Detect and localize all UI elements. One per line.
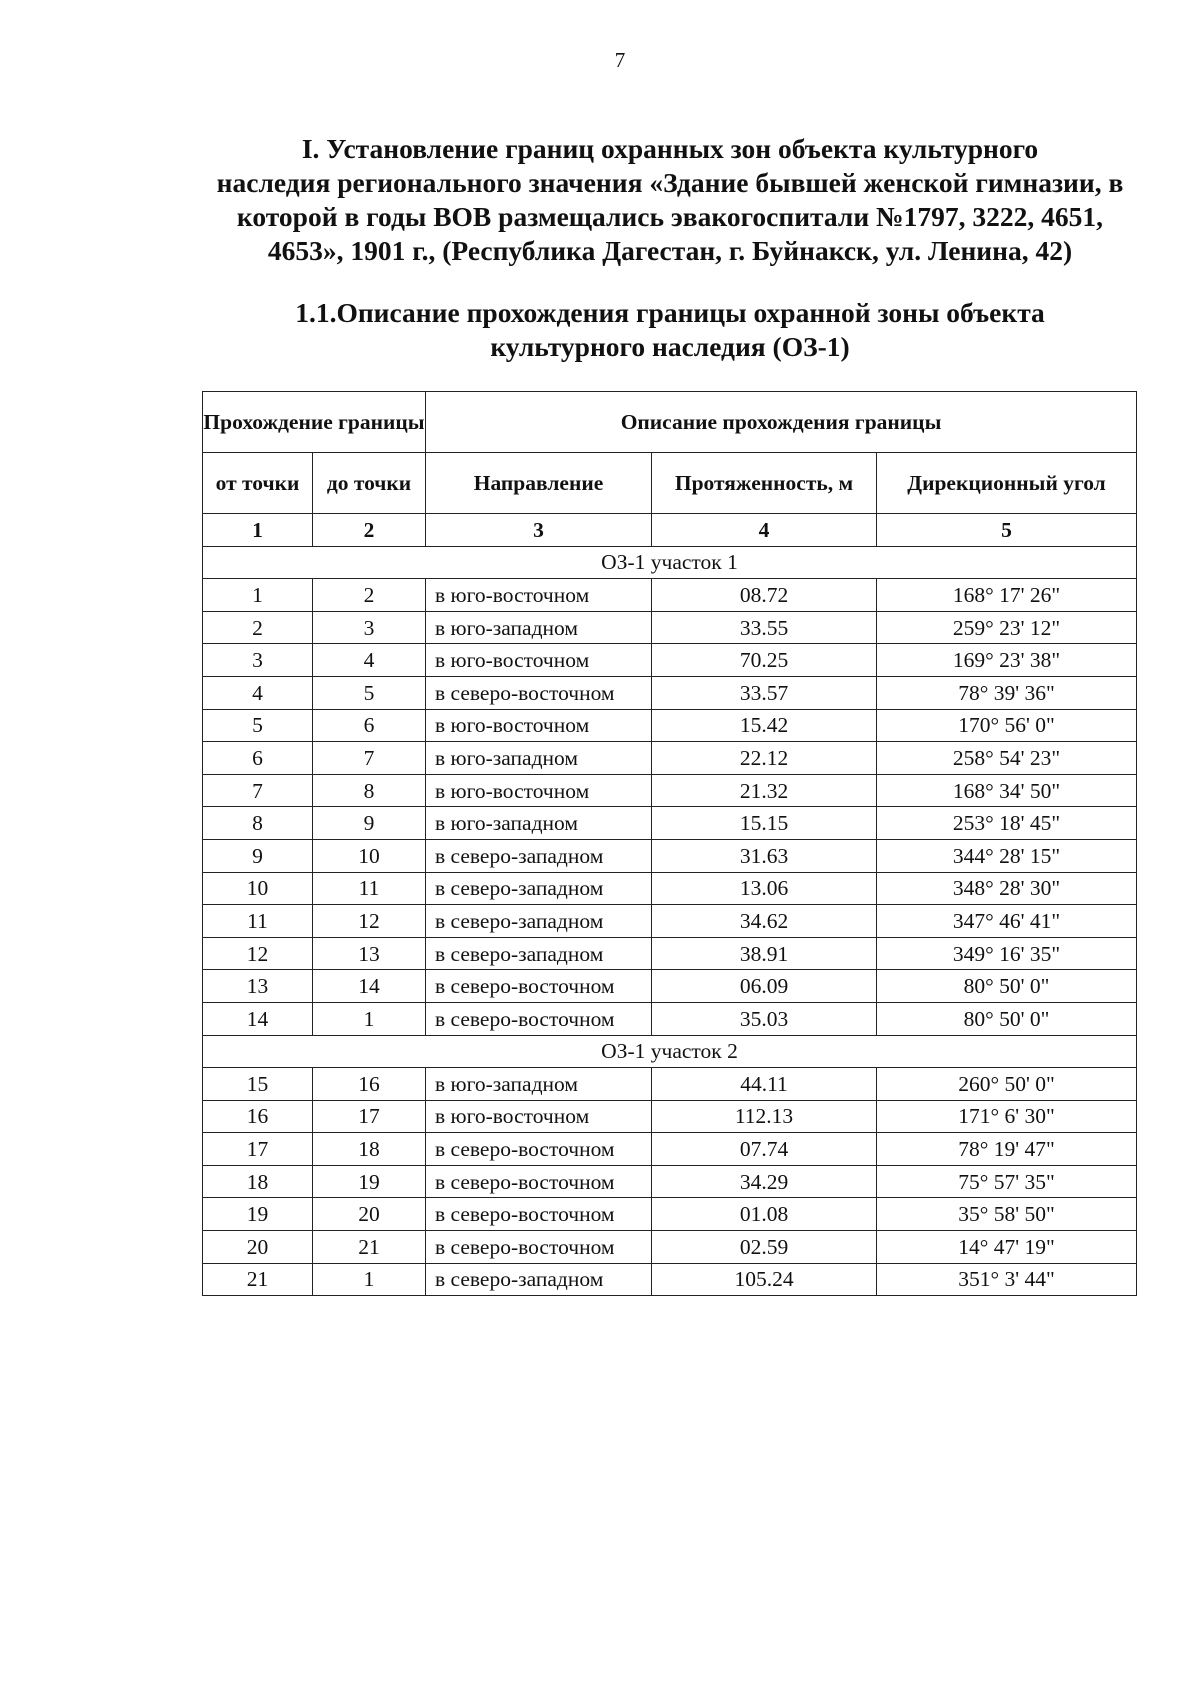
- table-row: [203, 839, 1137, 872]
- cell-length: 21.32: [652, 774, 877, 807]
- cell-direction: в северо-западном: [426, 1263, 652, 1296]
- table-row: [203, 1165, 1137, 1198]
- cell-direction: в северо-западном: [426, 937, 652, 970]
- header-description: Описание прохождения границы: [426, 392, 1137, 453]
- cell-direction: в юго-западном: [426, 807, 652, 840]
- cell-direction: в северо-западном: [426, 872, 652, 905]
- cell-length: 15.42: [652, 709, 877, 742]
- table-row: [203, 905, 1137, 938]
- cell-length: 06.09: [652, 970, 877, 1003]
- cell-direction: в северо-восточном: [426, 1165, 652, 1198]
- cell-to: 13: [313, 937, 426, 970]
- cell-angle: 259° 23' 12": [877, 611, 1137, 644]
- document-title: [200, 132, 1140, 268]
- column-number: 3: [426, 514, 652, 547]
- table-row: [203, 937, 1137, 970]
- cell-angle: 78° 39' 36": [877, 676, 1137, 709]
- table-row: [203, 611, 1137, 644]
- table-row: [203, 1068, 1137, 1101]
- cell-angle: 168° 34' 50": [877, 774, 1137, 807]
- cell-length: 112.13: [652, 1100, 877, 1133]
- title-line: 4653», 1901 г., (Республика Дагестан, г. Буйнакск, ул. Ленина, 42): [267, 235, 1073, 266]
- cell-direction: в северо-восточном: [426, 1002, 652, 1035]
- cell-length: 44.11: [652, 1068, 877, 1101]
- cell-direction: в юго-западном: [426, 611, 652, 644]
- section-label: ОЗ-1 участок 1: [203, 546, 1137, 579]
- cell-angle: 351° 3' 44": [877, 1263, 1137, 1296]
- cell-direction: в юго-западном: [426, 1068, 652, 1101]
- cell-to: 5: [313, 676, 426, 709]
- table-row: [203, 676, 1137, 709]
- cell-from: 15: [203, 1068, 313, 1101]
- cell-to: 3: [313, 611, 426, 644]
- cell-direction: в северо-восточном: [426, 1133, 652, 1166]
- cell-from: 16: [203, 1100, 313, 1133]
- table-row: [203, 807, 1137, 840]
- cell-length: 34.62: [652, 905, 877, 938]
- cell-from: 17: [203, 1133, 313, 1166]
- header-passage: Прохождение границы: [203, 392, 426, 453]
- cell-from: 8: [203, 807, 313, 840]
- cell-to: 6: [313, 709, 426, 742]
- cell-to: 10: [313, 839, 426, 872]
- table-row: [203, 709, 1137, 742]
- subtitle-line: культурного наследия (ОЗ-1): [490, 331, 850, 362]
- cell-angle: 80° 50' 0": [877, 1002, 1137, 1035]
- cell-length: 33.55: [652, 611, 877, 644]
- cell-length: 31.63: [652, 839, 877, 872]
- title-line: I. Установление границ охранных зон объекта культурного: [301, 133, 1039, 164]
- cell-angle: 347° 46' 41": [877, 905, 1137, 938]
- cell-angle: 169° 23' 38": [877, 644, 1137, 677]
- section-row: [203, 546, 1137, 579]
- cell-from: 10: [203, 872, 313, 905]
- column-number: 5: [877, 514, 1137, 547]
- table-row: [203, 1198, 1137, 1231]
- section-row: [203, 1035, 1137, 1068]
- cell-from: 21: [203, 1263, 313, 1296]
- cell-to: 11: [313, 872, 426, 905]
- cell-from: 12: [203, 937, 313, 970]
- table-row: [203, 970, 1137, 1003]
- cell-direction: в юго-восточном: [426, 774, 652, 807]
- cell-from: 13: [203, 970, 313, 1003]
- cell-to: 8: [313, 774, 426, 807]
- cell-angle: 260° 50' 0": [877, 1068, 1137, 1101]
- cell-to: 4: [313, 644, 426, 677]
- cell-length: 08.72: [652, 579, 877, 612]
- cell-angle: 168° 17' 26": [877, 579, 1137, 612]
- cell-length: 22.12: [652, 742, 877, 775]
- cell-to: 19: [313, 1165, 426, 1198]
- header-length: Протяженность, м: [652, 453, 877, 514]
- table-row: [203, 1231, 1137, 1264]
- cell-direction: в северо-восточном: [426, 970, 652, 1003]
- cell-from: 3: [203, 644, 313, 677]
- cell-length: 105.24: [652, 1263, 877, 1296]
- cell-length: 01.08: [652, 1198, 877, 1231]
- subtitle-line: 1.1.Описание прохождения границы охранной зоны объекта: [295, 297, 1045, 328]
- cell-from: 6: [203, 742, 313, 775]
- header-direction: Направление: [426, 453, 652, 514]
- cell-to: 7: [313, 742, 426, 775]
- cell-length: 13.06: [652, 872, 877, 905]
- table-row: [203, 774, 1137, 807]
- header-from: от точки: [203, 453, 313, 514]
- cell-length: 15.15: [652, 807, 877, 840]
- table-row: [203, 1002, 1137, 1035]
- header-to: до точки: [313, 453, 426, 514]
- cell-length: 33.57: [652, 676, 877, 709]
- cell-to: 1: [313, 1002, 426, 1035]
- cell-angle: 14° 47' 19": [877, 1231, 1137, 1264]
- cell-angle: 78° 19' 47": [877, 1133, 1137, 1166]
- cell-direction: в северо-восточном: [426, 1231, 652, 1264]
- table-row: [203, 742, 1137, 775]
- cell-angle: 258° 54' 23": [877, 742, 1137, 775]
- cell-to: 12: [313, 905, 426, 938]
- cell-angle: 171° 6' 30": [877, 1100, 1137, 1133]
- cell-from: 14: [203, 1002, 313, 1035]
- cell-from: 4: [203, 676, 313, 709]
- column-number: 1: [203, 514, 313, 547]
- title-line: которой в годы ВОВ размещались эвакогоспитали №1797, 3222, 4651,: [236, 201, 1104, 232]
- cell-direction: в юго-восточном: [426, 644, 652, 677]
- table-row: [203, 579, 1137, 612]
- boundary-table: [202, 391, 1137, 1296]
- cell-to: 9: [313, 807, 426, 840]
- cell-direction: в северо-восточном: [426, 1198, 652, 1231]
- cell-to: 16: [313, 1068, 426, 1101]
- cell-length: 38.91: [652, 937, 877, 970]
- table-row: [203, 644, 1137, 677]
- cell-from: 19: [203, 1198, 313, 1231]
- cell-from: 18: [203, 1165, 313, 1198]
- table-row: [203, 1133, 1137, 1166]
- cell-direction: в юго-восточном: [426, 579, 652, 612]
- table-body: [203, 546, 1137, 1296]
- cell-length: 02.59: [652, 1231, 877, 1264]
- cell-from: 1: [203, 579, 313, 612]
- header-angle: Дирекционный угол: [877, 453, 1137, 514]
- cell-angle: 349° 16' 35": [877, 937, 1137, 970]
- column-number: 4: [652, 514, 877, 547]
- cell-length: 70.25: [652, 644, 877, 677]
- table-row: [203, 1263, 1137, 1296]
- cell-to: 21: [313, 1231, 426, 1264]
- cell-from: 2: [203, 611, 313, 644]
- cell-to: 17: [313, 1100, 426, 1133]
- cell-direction: в юго-восточном: [426, 1100, 652, 1133]
- cell-to: 1: [313, 1263, 426, 1296]
- table-row: [203, 1100, 1137, 1133]
- cell-length: 34.29: [652, 1165, 877, 1198]
- cell-to: 18: [313, 1133, 426, 1166]
- title-line: наследия регионального значения «Здание бывшей женской гимназии, в: [216, 167, 1124, 198]
- cell-from: 11: [203, 905, 313, 938]
- cell-to: 20: [313, 1198, 426, 1231]
- cell-angle: 80° 50' 0": [877, 970, 1137, 1003]
- table-row: [203, 872, 1137, 905]
- page-number: 7: [614, 48, 626, 72]
- cell-angle: 75° 57' 35": [877, 1165, 1137, 1198]
- cell-angle: 348° 28' 30": [877, 872, 1137, 905]
- cell-to: 14: [313, 970, 426, 1003]
- cell-direction: в северо-восточном: [426, 676, 652, 709]
- cell-length: 07.74: [652, 1133, 877, 1166]
- section-heading: [245, 296, 1095, 364]
- cell-direction: в северо-западном: [426, 839, 652, 872]
- cell-to: 2: [313, 579, 426, 612]
- cell-direction: в юго-западном: [426, 742, 652, 775]
- section-label: ОЗ-1 участок 2: [203, 1035, 1137, 1068]
- cell-direction: в северо-западном: [426, 905, 652, 938]
- cell-from: 9: [203, 839, 313, 872]
- column-number: 2: [313, 514, 426, 547]
- cell-from: 7: [203, 774, 313, 807]
- cell-length: 35.03: [652, 1002, 877, 1035]
- cell-from: 20: [203, 1231, 313, 1264]
- cell-angle: 253° 18' 45": [877, 807, 1137, 840]
- cell-from: 5: [203, 709, 313, 742]
- cell-angle: 170° 56' 0": [877, 709, 1137, 742]
- cell-angle: 344° 28' 15": [877, 839, 1137, 872]
- cell-angle: 35° 58' 50": [877, 1198, 1137, 1231]
- cell-direction: в юго-восточном: [426, 709, 652, 742]
